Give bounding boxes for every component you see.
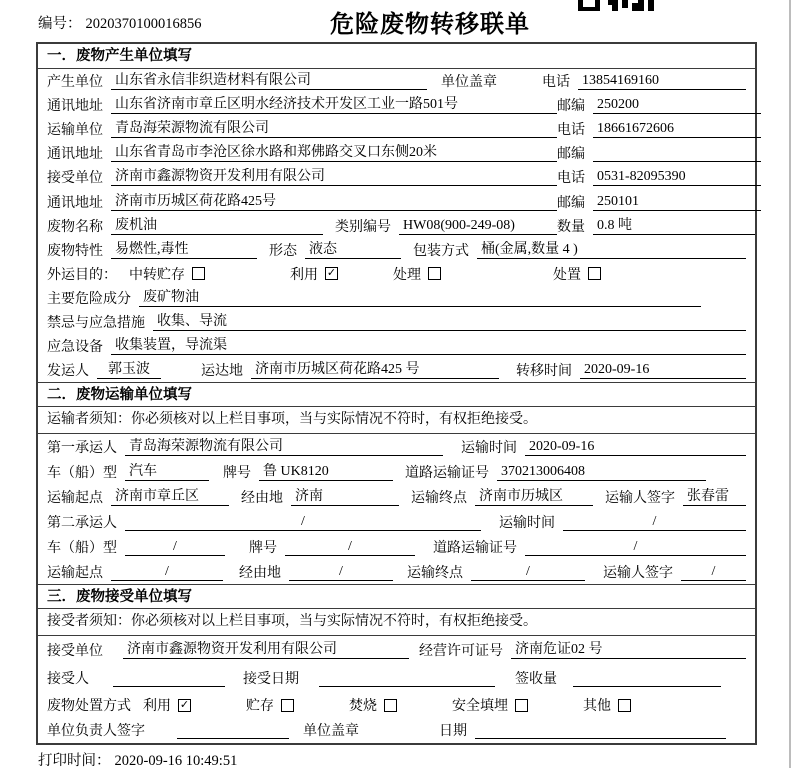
- form-row: [38, 262, 755, 286]
- equipment-label: 应急设备: [47, 340, 103, 356]
- measures-label: 禁忌与应急措施: [47, 315, 145, 331]
- page-edge-divider: [789, 0, 791, 768]
- via-label: 经由地: [241, 490, 283, 506]
- category-value: HW08(900-249-08): [399, 217, 557, 235]
- purpose-label: 外运目的：: [47, 267, 117, 283]
- option-label: 利用: [290, 267, 318, 283]
- option-label: 处理: [393, 267, 421, 283]
- checked-checkbox-icon: ✓: [179, 698, 190, 711]
- road-permit-value: /: [525, 538, 746, 556]
- receive-unit-value: 济南市鑫源物资开发利用有限公司: [123, 641, 409, 659]
- address-label: 通讯地址: [47, 99, 103, 115]
- waste-name-label: 废物名称: [47, 219, 103, 235]
- road-permit-value: 370213006408: [497, 463, 706, 481]
- endpoint-value: 济南市历城区: [475, 488, 593, 506]
- option-label: 其他: [583, 699, 611, 715]
- checkbox-icon: [428, 267, 441, 280]
- form-row: [38, 165, 755, 189]
- form-row: [38, 459, 755, 484]
- serial-number: [38, 12, 202, 33]
- transporter-sign-label: 运输人签字: [603, 565, 673, 581]
- option-label: 贮存: [246, 699, 274, 715]
- form-row: [38, 509, 755, 534]
- waste-name-value: 废机油: [111, 217, 323, 235]
- form-row: [38, 93, 755, 117]
- unit-seal-label: 单位盖章: [303, 724, 359, 740]
- section-receive: [38, 584, 755, 742]
- carrier1-value: 青岛海荣源物流有限公司: [125, 438, 443, 456]
- transporter-value: 青岛海荣源物流有限公司: [111, 120, 557, 138]
- producer-value: 山东省永信非织造材料有限公司: [111, 72, 427, 90]
- date-value: [475, 721, 726, 739]
- acceptor-label: 接受人: [47, 671, 89, 687]
- option-label: 处置: [553, 267, 581, 283]
- transporter-label: 运输单位: [47, 123, 103, 139]
- plate-label: 牌号: [249, 540, 277, 556]
- quantity-label: 数量: [557, 219, 585, 235]
- form-row: [38, 310, 755, 334]
- plate-label: 牌号: [223, 465, 251, 481]
- carrier2-label: 第二承运人: [47, 515, 117, 531]
- license-label: 经营许可证号: [419, 643, 503, 659]
- sender-label: 发运人: [47, 364, 89, 380]
- endpoint-value: /: [471, 563, 585, 581]
- measures-value: 收集、导流: [153, 313, 746, 331]
- disposal-option: [452, 695, 528, 715]
- section-transport-title: 二．废物运输单位填写: [38, 382, 755, 407]
- phone-label: 电话: [557, 171, 585, 187]
- checkbox-icon: [192, 267, 205, 280]
- page-title: 危险废物转移联单: [330, 12, 530, 38]
- serial-label: 编号：: [38, 16, 82, 32]
- form-row: [38, 69, 755, 93]
- form-row: [38, 214, 755, 238]
- destination-value: 济南市历城区荷花路425 号: [251, 361, 499, 379]
- zip-value: 250200: [593, 96, 761, 114]
- manifest-form: [36, 42, 757, 745]
- form-row: [38, 189, 755, 213]
- responsible-sign-value: [177, 721, 289, 739]
- option-label: 利用: [143, 699, 171, 715]
- accept-date-value: [319, 669, 495, 687]
- receiver-value: 济南市鑫源物资开发利用有限公司: [111, 168, 557, 186]
- checkbox-icon: [588, 267, 601, 280]
- packing-label: 包装方式: [413, 243, 469, 259]
- checkbox-icon: [618, 699, 631, 712]
- print-time: [38, 749, 237, 770]
- vehicle-type-label: 车（船）型: [47, 465, 117, 481]
- form-row: [38, 663, 755, 692]
- form-row: [38, 434, 755, 459]
- purpose-option: [129, 264, 205, 284]
- disposal-option: [349, 695, 397, 715]
- origin-label: 运输起点: [47, 490, 103, 506]
- received-qty-value: [573, 669, 721, 687]
- section-transport: [38, 382, 755, 584]
- receive-unit-label: 接受单位: [47, 643, 103, 659]
- disposal-method-label: 废物处置方式: [47, 699, 131, 715]
- address-label: 通讯地址: [47, 195, 103, 211]
- vehicle-type-value: /: [125, 538, 225, 556]
- quantity-value: 0.8 吨: [593, 217, 755, 235]
- date-label: 日期: [439, 724, 467, 740]
- zip-value: 250101: [593, 193, 761, 211]
- phone-value: 13854169160: [578, 72, 746, 90]
- zip-label: 邮编: [557, 147, 585, 163]
- transporter-sign-value: 张春雷: [683, 488, 746, 506]
- road-permit-label: 道路运输证号: [405, 465, 489, 481]
- form-state-value: 液态: [305, 241, 401, 259]
- transporter-sign-label: 运输人签字: [605, 490, 675, 506]
- category-label: 类别编号: [335, 219, 391, 235]
- traits-label: 废物特性: [47, 243, 103, 259]
- zip-label: 邮编: [557, 99, 585, 115]
- print-time-label: 打印时间：: [38, 753, 111, 769]
- address-value: 山东省青岛市李沧区徐水路和郑佛路交叉口东侧20米: [111, 144, 557, 162]
- form-row: [38, 559, 755, 584]
- endpoint-label: 运输终点: [411, 490, 467, 506]
- accept-date-label: 接受日期: [243, 671, 299, 687]
- phone-value: 0531-82095390: [593, 168, 761, 186]
- transfer-time-value: 2020-09-16: [580, 361, 746, 379]
- form-row: [38, 141, 755, 165]
- transport-time-value: /: [563, 513, 746, 531]
- via-label: 经由地: [239, 565, 281, 581]
- form-state-label: 形态: [269, 243, 297, 259]
- option-label: 焚烧: [349, 699, 377, 715]
- checkbox-icon: [384, 699, 397, 712]
- destination-label: 运达地: [201, 364, 243, 380]
- receiver-label: 接受单位: [47, 171, 103, 187]
- plate-value: 鲁 UK8120: [259, 463, 393, 481]
- origin-value: 济南市章丘区: [111, 488, 229, 506]
- phone-value: 18661672606: [593, 120, 761, 138]
- option-label: 安全填埋: [452, 699, 508, 715]
- traits-value: 易燃性,毒性: [111, 241, 257, 259]
- carrier1-label: 第一承运人: [47, 440, 117, 456]
- print-time-value: 2020-09-16 10:49:51: [114, 753, 238, 769]
- phone-label: 电话: [542, 75, 570, 91]
- packing-value: 桶(金属,数量 4 ): [477, 241, 746, 259]
- address-value: 山东省济南市章丘区明水经济技术开发区工业一路501号: [111, 96, 557, 114]
- form-row: [38, 636, 755, 663]
- plate-value: /: [285, 538, 415, 556]
- section-producer: [38, 44, 755, 382]
- form-row: [38, 534, 755, 559]
- hazard-value: 废矿物油: [139, 289, 701, 307]
- phone-label: 电话: [557, 123, 585, 139]
- serial-value: 2020370100016856: [85, 16, 202, 32]
- road-permit-label: 道路运输证号: [433, 540, 517, 556]
- endpoint-label: 运输终点: [407, 565, 463, 581]
- address-label: 通讯地址: [47, 147, 103, 163]
- origin-value: /: [111, 563, 223, 581]
- unit-seal-label: 单位盖章: [441, 75, 497, 91]
- qr-code-fragment: [578, 0, 654, 11]
- checkbox-icon: [515, 699, 528, 712]
- via-value: /: [289, 563, 393, 581]
- received-qty-label: 签收量: [515, 671, 557, 687]
- transport-notice: 运输者须知：你必须核对以上栏目事项，当与实际情况不符时，有权拒绝接受。: [38, 407, 755, 434]
- hazard-label: 主要危险成分: [47, 291, 131, 307]
- section-receive-title: 三．废物接受单位填写: [38, 584, 755, 609]
- responsible-sign-label: 单位负责人签字: [47, 724, 145, 740]
- license-value: 济南危证02 号: [511, 641, 746, 659]
- address-value: 济南市历城区荷花路425号: [111, 193, 557, 211]
- purpose-option: [393, 264, 441, 284]
- carrier2-value: /: [125, 513, 481, 531]
- receive-notice: 接受者须知：你必须核对以上栏目事项，当与实际情况不符时，有权拒绝接受。: [38, 609, 755, 636]
- equipment-value: 收集装置，导流渠: [111, 337, 746, 355]
- origin-label: 运输起点: [47, 565, 103, 581]
- form-row: [38, 692, 755, 718]
- vehicle-type-label: 车（船）型: [47, 540, 117, 556]
- disposal-option: [246, 695, 294, 715]
- transport-time-value: 2020-09-16: [525, 438, 746, 456]
- disposal-option: [143, 695, 191, 715]
- form-row: [38, 718, 755, 742]
- vehicle-type-value: 汽车: [125, 463, 209, 481]
- checkbox-icon: [281, 699, 294, 712]
- section-producer-title: 一．废物产生单位填写: [38, 44, 755, 69]
- purpose-option: [553, 264, 601, 284]
- form-row: [38, 286, 755, 310]
- acceptor-value: [113, 669, 225, 687]
- form-row: [38, 358, 755, 382]
- purpose-option: [290, 264, 338, 284]
- producer-label: 产生单位: [47, 75, 103, 91]
- option-label: 中转贮存: [129, 267, 185, 283]
- form-row: [38, 117, 755, 141]
- zip-value: [593, 144, 761, 162]
- sender-value: 郭玉波: [97, 361, 161, 379]
- zip-label: 邮编: [557, 195, 585, 211]
- form-row: [38, 334, 755, 358]
- disposal-option: [583, 695, 631, 715]
- transport-time-label: 运输时间: [499, 515, 555, 531]
- transfer-time-label: 转移时间: [516, 364, 572, 380]
- form-row: [38, 484, 755, 509]
- transport-time-label: 运输时间: [461, 440, 517, 456]
- transporter-sign-value: /: [681, 563, 746, 581]
- checked-checkbox-icon: ✓: [326, 267, 337, 280]
- via-value: 济南: [291, 488, 399, 506]
- form-row: [38, 238, 755, 262]
